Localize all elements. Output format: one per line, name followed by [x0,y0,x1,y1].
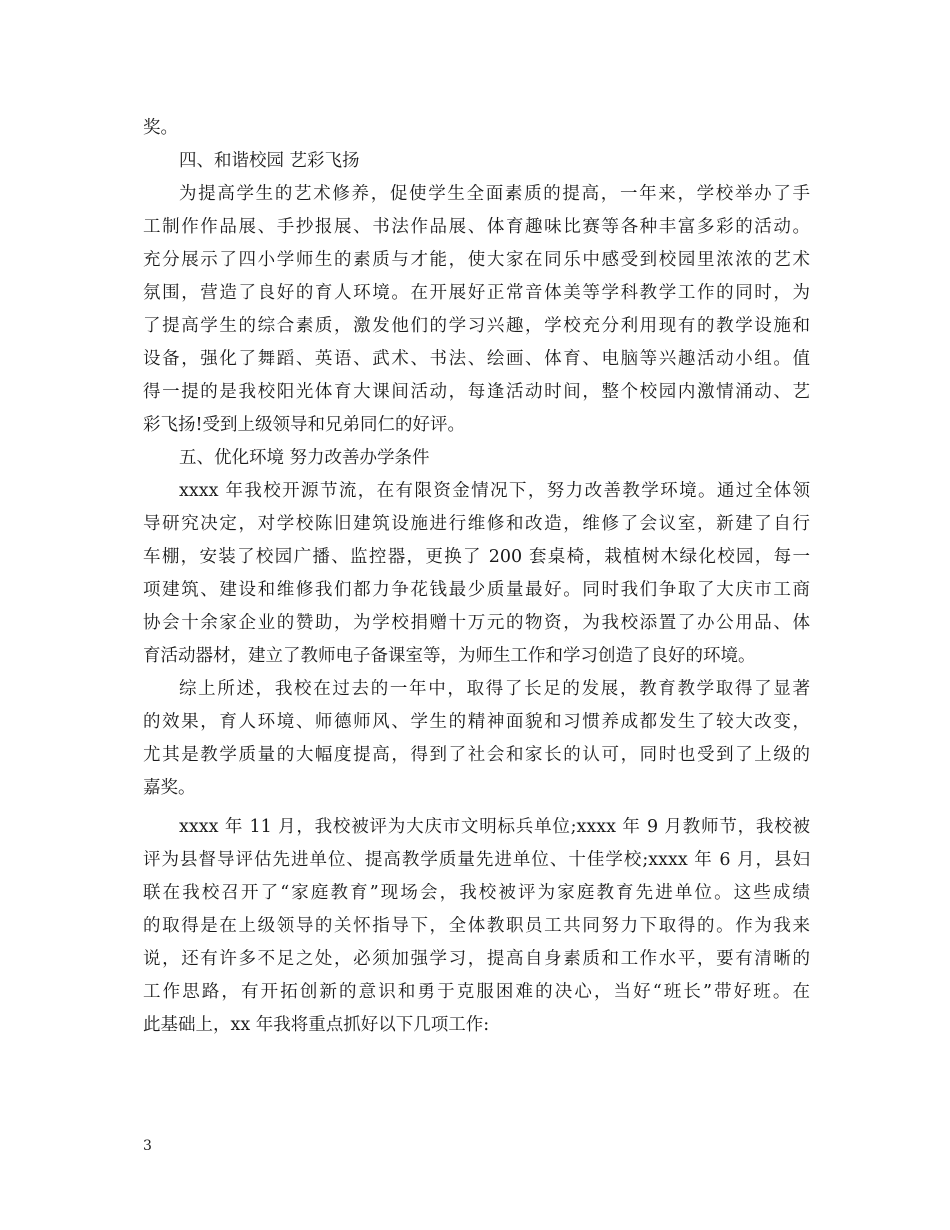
paragraph-line: 了提高学生的综合素质，激发他们的学习兴趣，学校充分利用现有的教学设施和 [143,316,810,336]
paragraph-line: xxxx 年 11 月，我校被评为大庆市文明标兵单位;xxxx 年 9 月教师节，我校被 [179,817,810,837]
paragraph-line: 导研究决定，对学校陈旧建筑设施进行维修和改造，维修了会议室，新建了自行 [143,514,810,534]
page-number: 3 [143,1138,152,1154]
paragraph-line: 车棚，安装了校园广播、监控器，更换了 200 套桌椅，栽植树木绿化校园，每一 [143,547,810,567]
document-body [143,112,810,1042]
paragraph-line: 充分展示了四小学师生的素质与才能，使大家在同乐中感受到校园里浓浓的艺术 [143,250,810,270]
paragraph-line: 氛围，营造了良好的育人环境。在开展好正常音体美等学科教学工作的同时，为 [143,283,810,303]
paragraph-line: 育活动器材，建立了教师电子备课室等，为师生工作和学习创造了良好的环境。 [143,646,756,666]
paragraph-line: 奖。 [143,118,178,138]
section-heading-four: 四、和谐校园 艺彩飞扬 [179,151,360,171]
paragraph-line: 工制作作品展、手抄报展、书法作品展、体育趣味比赛等各种丰富多彩的活动。 [143,217,810,237]
paragraph-line: 嘉奖。 [143,778,196,798]
paragraph-line: 工作思路，有开拓创新的意识和勇于克服困难的决心，当好“班长”带好班。在 [143,982,810,1002]
paragraph-line: 的效果，育人环境、师德师风、学生的精神面貌和习惯养成都发生了较大改变， [143,712,810,732]
paragraph-line: 综上所述，我校在过去的一年中，取得了长足的发展，教育教学取得了显著 [179,679,810,699]
paragraph-line: 尤其是教学质量的大幅度提高，得到了社会和家长的认可，同时也受到了上级的 [143,745,810,765]
paragraph-line: 联在我校召开了“家庭教育”现场会，我校被评为家庭教育先进单位。这些成绩 [143,883,810,903]
paragraph-line: 得一提的是我校阳光体育大课间活动，每逢活动时间，整个校园内激情涌动、艺 [143,382,810,402]
paragraph-line: 设备，强化了舞蹈、英语、武术、书法、绘画、体育、电脑等兴趣活动小组。值 [143,349,810,369]
paragraph-line: 的取得是在上级领导的关怀指导下，全体教职员工共同努力下取得的。作为我来 [143,916,810,936]
paragraph-line: 此基础上，xx 年我将重点抓好以下几项工作: [143,1015,490,1035]
paragraph-line: xxxx 年我校开源节流，在有限资金情况下，努力改善教学环境。通过全体领 [179,481,810,501]
paragraph-line: 协会十余家企业的赞助，为学校捐赠十万元的物资，为我校添置了办公用品、体 [143,613,810,633]
paragraph-line: 项建筑、建设和维修我们都力争花钱最少质量最好。同时我们争取了大庆市工商 [143,580,810,600]
section-heading-five: 五、优化环境 努力改善办学条件 [179,448,430,468]
paragraph-line: 为提高学生的艺术修养，促使学生全面素质的提高，一年来，学校举办了手 [179,184,810,204]
paragraph-line: 评为县督导评估先进单位、提高教学质量先进单位、十佳学校;xxxx 年 6 月，县妇 [143,850,810,870]
paragraph-line: 说，还有许多不足之处，必须加强学习，提高自身素质和工作水平，要有清晰的 [143,949,810,969]
paragraph-line: 彩飞扬!受到上级领导和兄弟同仁的好评。 [143,415,466,435]
